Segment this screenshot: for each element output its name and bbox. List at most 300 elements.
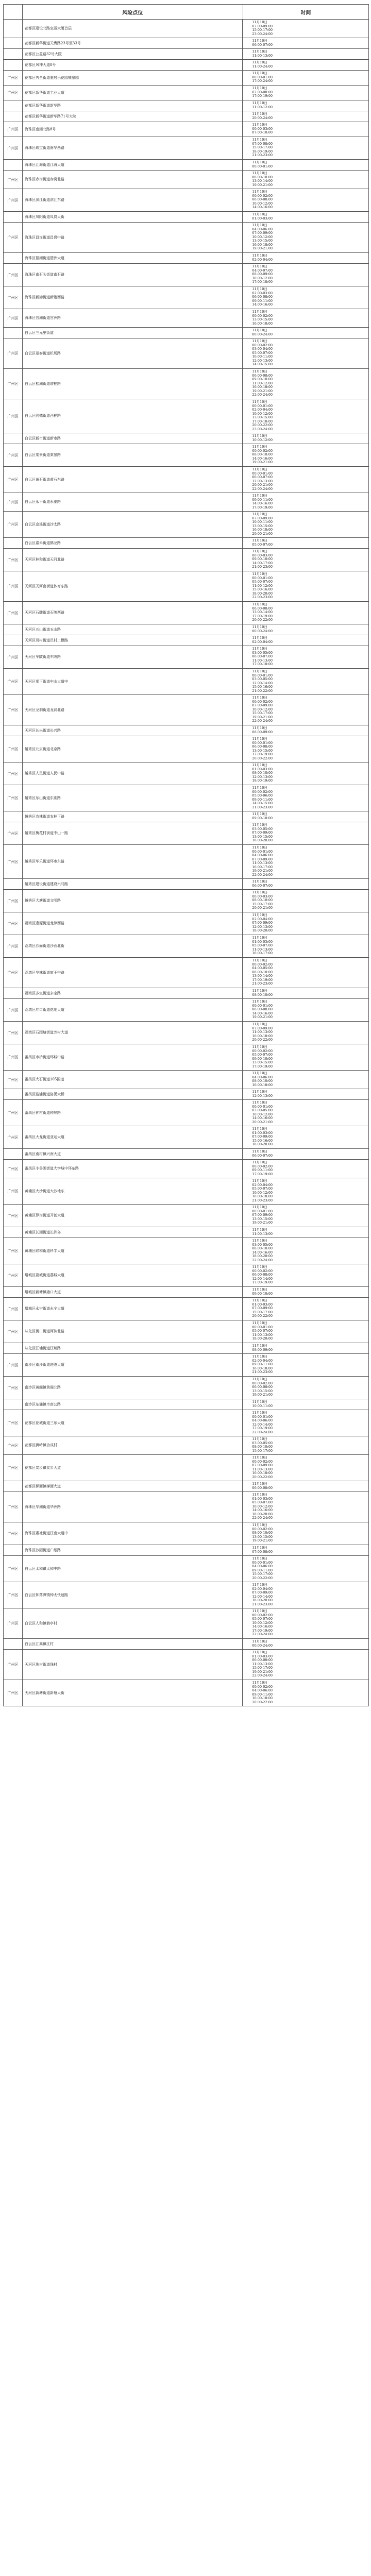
row-time: 11月10日 11:00-13:00 — [252, 1228, 273, 1236]
row-place: 花都区花城街道三东大道 — [23, 1410, 243, 1436]
row-district — [4, 60, 23, 70]
row-place: 番禺区市桥街道环城中路 — [23, 1044, 243, 1070]
row-district: 广州区 — [4, 1650, 23, 1680]
table-row — [4, 725, 368, 736]
row-district: 广州区 — [4, 1160, 23, 1178]
table-row — [4, 71, 368, 86]
row-time: 11月10日 01:00-03:00 08:00-10:00 12:00-13:00 18:00-19:00 — [252, 763, 273, 783]
row-place: 从化区街口街道河滨北路 — [23, 1320, 243, 1343]
row-place: 越秀区北京街道北京路 — [23, 736, 243, 762]
row-district: 广州区 — [4, 1410, 23, 1436]
row-place: 番禺区大龙街道亚运大道 — [23, 1126, 243, 1148]
row-place: 白云区同德街道西槎路 — [23, 399, 243, 433]
table-row — [4, 549, 368, 571]
row-place: 天河区天河南街道体育东路 — [23, 571, 243, 601]
table-row — [4, 38, 368, 49]
row-district — [4, 1227, 23, 1238]
row-place: 白云区人和镇鹤亭村 — [23, 1608, 243, 1638]
table-row — [4, 111, 368, 122]
table-row — [4, 736, 368, 762]
row-district: 广州区 — [4, 602, 23, 624]
row-time: 11月10日 00:00-02:00 13:00-15:00 16:00-18:00 — [252, 310, 273, 326]
row-time: 11月10日 12:00-13:00 — [252, 1090, 273, 1098]
row-time: 11月10日 07:00-08:00 — [252, 1546, 273, 1554]
row-district: 广州区 — [4, 1608, 23, 1638]
row-place: 海珠区新港街道新港西路 — [23, 286, 243, 309]
row-district: 广州区 — [4, 935, 23, 957]
row-district: 广州区 — [4, 1354, 23, 1376]
row-district — [4, 1481, 23, 1492]
row-place: 荔湾区石围塘街道芳村大道 — [23, 1022, 243, 1044]
row-district — [4, 38, 23, 48]
row-place: 花都区新华街道新华路71号大院 — [23, 111, 243, 122]
table-row — [4, 602, 368, 624]
row-district: 广州区 — [4, 71, 23, 85]
table-row — [4, 369, 368, 399]
row-place: 白云区江高镇江村 — [23, 1639, 243, 1649]
row-time: 11月10日 08:00-09:00 — [252, 726, 273, 734]
row-place: 越秀区华乐街道环市东路 — [23, 845, 243, 878]
row-district — [4, 111, 23, 122]
table-row — [4, 1481, 368, 1492]
row-district: 广州区 — [4, 1205, 23, 1227]
row-place: 荔湾区逢源街道龙津西路 — [23, 912, 243, 935]
row-time: 11月10日 00:00-02:00 08:00-10:00 13:00-15:00 19:00-21:00 — [252, 1523, 273, 1543]
row-time: 11月10日 00:00-24:00 — [252, 328, 273, 336]
table-row — [4, 1287, 368, 1298]
row-place: 番禺区钟村街道钟屏路 — [23, 1100, 243, 1126]
table-row — [4, 223, 368, 253]
table-row — [4, 1238, 368, 1264]
row-district: 广州区 — [4, 958, 23, 988]
row-district: 广州区 — [4, 646, 23, 668]
row-place: 从化区江埔街道江埔路 — [23, 1343, 243, 1353]
row-district — [4, 879, 23, 889]
row-time: 11月10日 08:00-10:00 — [252, 989, 273, 997]
row-place: 天河区棠下街道中山大道中 — [23, 669, 243, 694]
row-district: 广州区 — [4, 1264, 23, 1286]
row-place: 越秀区东山街道东湖路 — [23, 785, 243, 811]
table-row — [4, 1264, 368, 1287]
row-time: 11月10日 00:00-01:00 17:00-24:00 — [252, 71, 273, 83]
table-row — [4, 137, 368, 160]
row-place: 海珠区凤阳街道凤岗大街 — [23, 212, 243, 222]
row-place: 荔湾区沙面街道沙面北街 — [23, 935, 243, 957]
row-district: 广州区 — [4, 571, 23, 601]
row-district: 广州区 — [4, 1022, 23, 1044]
row-time: 11月10日 02:00-04:00 — [252, 636, 273, 644]
row-time: 11月10日 00:00-02:00 06:00-08:00 10:00-12:00 14:00-16:00 — [252, 190, 273, 209]
row-place: 增城区永宁街道永宁大道 — [23, 1298, 243, 1320]
row-time: 11月10日 06:00-07:00 — [252, 879, 273, 888]
row-district: 广州区 — [4, 1126, 23, 1148]
row-place: 白云区太和镇太和中路 — [23, 1556, 243, 1582]
row-time: 11月10日 00:00-02:00 09:00-11:00 17:00-19:00 — [252, 1160, 273, 1176]
row-place: 白云区三元里街道 — [23, 328, 243, 338]
row-district — [4, 538, 23, 548]
row-place: 海珠区瑞宝街道南华西路 — [23, 137, 243, 159]
row-time: 11月10日 11:00-24:00 — [252, 60, 273, 69]
row-district: 广州区 — [4, 890, 23, 912]
table-row — [4, 646, 368, 669]
row-district: 广州区 — [4, 1582, 23, 1608]
table-row — [4, 399, 368, 433]
table-row — [4, 822, 368, 845]
row-time: 11月10日 07:00-09:00 10:00-11:00 13:00-15:00 16:00-18:00 20:00-21:00 — [252, 512, 273, 536]
row-time: 11月10日 10:00-11:00 — [252, 1400, 273, 1408]
row-time: 11月10日 00:00-02:00 06:00-08:00 13:00-15:00 19:00-21:00 — [252, 1377, 273, 1397]
row-district: 广州区 — [4, 467, 23, 493]
table-row — [4, 467, 368, 493]
row-place: 海珠区南石头街道南石路 — [23, 264, 243, 286]
row-district: 广州区 — [4, 736, 23, 762]
table-row — [4, 1022, 368, 1044]
row-time: 11月10日 08:00-10:00 13:00-14:00 19:00-21:00 — [252, 171, 273, 187]
table-row — [4, 785, 368, 811]
row-district — [4, 253, 23, 263]
table-row — [4, 695, 368, 725]
row-place: 海珠区沙园街道广纸路 — [23, 1545, 243, 1555]
row-place: 海珠区素社街道江南大道中 — [23, 1522, 243, 1545]
row-district — [4, 1287, 23, 1297]
row-time: 11月10日 06:00-07:00 — [252, 1149, 273, 1158]
row-district: 广州区 — [4, 1436, 23, 1454]
row-place: 荔湾区冲口街道花地大道 — [23, 999, 243, 1021]
table-row — [4, 264, 368, 286]
header-district — [4, 5, 23, 19]
row-time: 11月10日 07:00-08:00 17:00-19:00 — [252, 86, 273, 98]
row-district — [4, 328, 23, 338]
row-district — [4, 212, 23, 222]
row-time: 11月10日 00:00-01:00 05:00-07:00 11:00-13:00 18:00-20:00 — [252, 1321, 273, 1341]
table-row — [4, 1298, 368, 1320]
row-time: 11月10日 09:00-11:00 14:00-16:00 17:00-19:00 — [252, 494, 273, 510]
row-place: 天河区长兴街道长兴路 — [23, 725, 243, 736]
row-place: 天河区林和街道天河北路 — [23, 549, 243, 571]
row-place: 天河区新塘街道新塘大街 — [23, 1680, 243, 1706]
table-row — [4, 999, 368, 1022]
row-time: 11月10日 00:00-24:00 — [252, 625, 273, 633]
row-time: 11月10日 04:00-06:00 08:00-10:00 16:00-18:00 — [252, 1071, 273, 1087]
row-district — [4, 811, 23, 822]
table-row — [4, 1160, 368, 1178]
row-time: 11月10日 02:00-03:00 06:00-08:00 09:00-11:00 14:00-16:00 — [252, 287, 273, 307]
row-place: 番禺区大石街道105国道 — [23, 1071, 243, 1089]
row-place: 花都区梯面镇梯面大道 — [23, 1481, 243, 1492]
row-time: 11月10日 00:00-01:00 02:00-04:00 10:00-12:00 13:00-15:00 17:00-18:00 20:00-22:00 23:00-24:00 — [252, 400, 273, 431]
row-time: 11月10日 09:00-10:00 — [252, 812, 273, 820]
row-place: 天河区五山街道五山路 — [23, 624, 243, 635]
table-row — [4, 1522, 368, 1545]
row-district: 广州区 — [4, 189, 23, 211]
row-place: 海珠区官洲街道官洲路 — [23, 309, 243, 327]
row-time: 11月10日 00:00-03:00 08:00-10:00 15:00-17:00 20:00-21:00 — [252, 890, 273, 910]
table-row — [4, 309, 368, 328]
row-district: 广州区 — [4, 264, 23, 286]
table-row — [4, 1399, 368, 1410]
risk-area-table — [3, 4, 369, 1706]
table-row — [4, 1071, 368, 1089]
table-row — [4, 1100, 368, 1126]
row-time: 11月10日 01:00-03:00 — [252, 212, 273, 221]
row-place: 海珠区昌岗街道昌岗中路 — [23, 223, 243, 252]
row-time: 11月10日 03:00-05:00 06:00-07:00 11:00-13:00 17:00-18:00 — [252, 647, 273, 666]
row-district: 广州区 — [4, 762, 23, 785]
row-district: 广州区 — [4, 822, 23, 844]
row-district — [4, 49, 23, 59]
table-row — [4, 1680, 368, 1706]
row-time: 11月10日 00:00-02:00 08:00-10:00 14:00-16:00 19:00-21:00 — [252, 445, 273, 464]
table-row — [4, 958, 368, 988]
row-district: 广州区 — [4, 86, 23, 100]
row-time: 11月10日 00:00-01:00 06:00-08:00 14:00-16:00 19:00-21:00 — [252, 999, 273, 1019]
table-row — [4, 512, 368, 538]
row-district — [4, 160, 23, 170]
row-time: 11月10日 01:00-03:00 07:00-09:00 15:00-17:00 20:00-22:00 — [252, 1298, 273, 1318]
row-district: 广州区 — [4, 1320, 23, 1343]
row-district: 广州区 — [4, 338, 23, 368]
table-row — [4, 912, 368, 935]
row-district — [4, 1089, 23, 1099]
table-row — [4, 1343, 368, 1354]
row-place: 海珠区滨江街道滨江东路 — [23, 189, 243, 211]
row-place: 白云区松洲街道增槎路 — [23, 369, 243, 399]
row-place: 增城区荔城街道荔城大道 — [23, 1264, 243, 1286]
table-row — [4, 49, 368, 60]
row-place: 花都区新华街道工业大道 — [23, 86, 243, 100]
row-district: 广州区 — [4, 286, 23, 309]
table-row — [4, 60, 368, 71]
row-time: 11月10日 00:00-01:00 05:00-07:00 11:00-12:00 15:00-16:00 18:00-20:00 22:00-23:00 — [252, 572, 273, 599]
table-row — [4, 988, 368, 999]
table-row — [4, 253, 368, 264]
table-row — [4, 1320, 368, 1343]
table-row — [4, 1436, 368, 1455]
table-row — [4, 762, 368, 785]
table-row — [4, 493, 368, 512]
table-row — [4, 86, 368, 100]
table-row — [4, 1556, 368, 1582]
row-time: 11月10日 01:00-03:00 06:00-08:00 11:00-13:00 15:00-17:00 19:00-21:00 22:00-24:00 — [252, 1650, 273, 1677]
row-place: 海珠区华洲街道华洲路 — [23, 1492, 243, 1522]
row-district: 广州区 — [4, 512, 23, 537]
row-district: 广州区 — [4, 171, 23, 189]
row-district — [4, 1343, 23, 1353]
row-place: 天河区珠吉街道珠村 — [23, 1650, 243, 1680]
row-time: 11月10日 11:00-13:00 — [252, 49, 273, 58]
table-row — [4, 624, 368, 635]
row-place: 白云区景泰街道机场路 — [23, 338, 243, 368]
row-place: 增城区新塘镇港口大道 — [23, 1287, 243, 1297]
row-place: 黄埔区长洲街道长洲岛 — [23, 1227, 243, 1238]
row-time: 11月10日 06:00-07:00 — [252, 39, 273, 47]
row-district — [4, 1149, 23, 1159]
row-district: 广州区 — [4, 1044, 23, 1070]
row-district: 广州区 — [4, 1522, 23, 1545]
row-district — [4, 1545, 23, 1555]
row-time: 11月10日 02:00-04:00 07:00-09:00 12:00-14:00 18:00-20:00 21:00-23:00 — [252, 1583, 273, 1606]
row-district: 广州区 — [4, 1455, 23, 1481]
table-row — [4, 1608, 368, 1639]
row-place: 天河区员村街道员村二横路 — [23, 635, 243, 646]
row-place: 花都区公益路32号大院 — [23, 49, 243, 59]
table-row — [4, 171, 368, 189]
row-district: 广州区 — [4, 1492, 23, 1522]
row-time: 11月10日 20:00-24:00 — [252, 112, 273, 120]
row-district — [4, 100, 23, 111]
row-district: 广州区 — [4, 1100, 23, 1126]
row-time: 11月10日 00:00-01:00 04:00-06:00 12:00-14:00 17:00-19:00 22:00-24:00 — [252, 1411, 273, 1434]
header-place: 风险点位 — [23, 5, 243, 19]
row-time: 11月10日 03:00-05:00 08:00-10:00 15:00-17:00 — [252, 1437, 273, 1453]
table-row — [4, 338, 368, 369]
row-time: 11月10日 00:00-02:00 05:00-07:00 10:00-12:00 14:00-16:00 17:00-19:00 22:00-24:00 — [252, 1609, 273, 1636]
row-district: 广州区 — [4, 122, 23, 137]
row-district: 广州区 — [4, 845, 23, 878]
row-place: 越秀区人民街道人民中路 — [23, 762, 243, 785]
row-place: 越秀区农林街道农林下路 — [23, 811, 243, 822]
table-body — [4, 20, 368, 1706]
row-time: 11月10日 00:00-02:00 04:00-05:00 08:00-10:00 13:00-14:00 17:00-19:00 21:00-23:00 — [252, 958, 273, 986]
row-place: 番禺区小谷围街道大学城中环东路 — [23, 1160, 243, 1178]
row-time: 11月10日 04:00-07:00 08:00-09:00 10:00-12:00 17:00-18:00 — [252, 264, 273, 284]
table-row — [4, 160, 368, 171]
table-row — [4, 669, 368, 695]
row-place: 荔湾区多宝街道多宝路 — [23, 988, 243, 998]
row-place: 黄埔区联和街道科学大道 — [23, 1238, 243, 1264]
row-time: 11月10日 00:00-01:00 03:00-05:00 12:00-14:00 15:00-16:00 21:00-22:00 — [252, 669, 273, 693]
table-row — [4, 328, 368, 338]
row-time: 11月10日 01:00-03:00 05:00-07:00 11:00-13:00 16:00-17:00 — [252, 936, 273, 955]
row-time: 11月10日 07:00-08:00 15:00-17:00 18:00-19:00 21:00-23:00 — [252, 138, 273, 157]
row-district: 广州区 — [4, 493, 23, 511]
row-district: 广州区 — [4, 1377, 23, 1399]
row-time: 11月10日 00:00-01:00 06:00-08:00 13:00-15:00 17:00-19:00 20:00-22:00 — [252, 737, 273, 760]
row-place: 白云区钟落潭镇钟太快速路 — [23, 1582, 243, 1608]
row-time: 11月10日 08:00-09:00 — [252, 1344, 273, 1352]
row-time: 11月10日 00:00-01:00 06:00-07:00 12:00-13:00 20:00-21:00 22:00-24:00 — [252, 467, 273, 491]
row-time: 11月10日 00:00-02:00 07:00-09:00 11:00-13:00 16:00-18:00 20:00-22:00 — [252, 1455, 273, 1479]
row-time: 11月10日 07:00-09:00 11:00-13:00 16:00-18:00 20:00-22:00 — [252, 1022, 273, 1042]
row-place: 白云区黄石街道黄石东路 — [23, 467, 243, 493]
row-time: 11月10日 03:00-05:00 07:00-09:00 13:00-15:00 18:00-20:00 — [252, 823, 273, 842]
table-row — [4, 1089, 368, 1100]
row-time: 11月10日 00:00-01:00 04:00-06:00 07:00-09:00 11:00-13:00 16:00-17:00 19:00-21:00 22:00-24:00 — [252, 845, 273, 877]
row-time: 11月10日 03:00-05:00 08:00-10:00 14:00-16:00 18:00-20:00 22:00-24:00 — [252, 1239, 273, 1262]
row-district: 广州区 — [4, 912, 23, 935]
row-district — [4, 725, 23, 736]
row-time: 11月10日 10:00-12:00 — [252, 434, 273, 442]
row-district: 广州区 — [4, 309, 23, 327]
table-row — [4, 1410, 368, 1436]
row-time: 11月10日 00:00-02:00 06:00-08:00 12:00-14:00 17:00-19:00 — [252, 1265, 273, 1284]
row-place: 白云区嘉禾街道鹤龙路 — [23, 538, 243, 548]
row-place: 白云区新市街道新市路 — [23, 433, 243, 444]
row-time: 11月10日 00:00-01:00 03:00-05:00 10:00-12:00 14:00-16:00 20:00-21:00 — [252, 1100, 273, 1124]
row-time: 11月10日 00:00-01:00 04:00-06:00 09:00-11:00 15:00-17:00 20:00-22:00 — [252, 1556, 273, 1580]
row-place: 南沙区南沙街道进港大道 — [23, 1354, 243, 1376]
table-row — [4, 635, 368, 646]
row-time: 11月10日 04:00-06:00 07:00-09:00 10:00-12:00 13:00-15:00 16:00-18:00 19:00-21:00 — [252, 223, 273, 250]
row-time: 11月10日 01:00-03:00 05:00-07:00 10:00-12:00 14:00-16:00 18:00-20:00 22:00-24:00 — [252, 1493, 273, 1520]
row-place: 天河区龙洞街道龙洞北路 — [23, 695, 243, 725]
row-place: 海珠区南洲北路8号 — [23, 122, 243, 137]
row-district: 广州区 — [4, 223, 23, 252]
row-district: 广州区 — [4, 1298, 23, 1320]
row-place: 越秀区大塘街道文明路 — [23, 890, 243, 912]
row-time: 11月10日 07:00-09:00 15:00-17:00 23:00-24:00 — [252, 20, 273, 36]
row-place: 番禺区南村镇兴南大道 — [23, 1149, 243, 1159]
table-row — [4, 433, 368, 444]
row-place: 南沙区东涌镇市南公路 — [23, 1399, 243, 1410]
table-row — [4, 1205, 368, 1227]
table-row — [4, 935, 368, 958]
table-row — [4, 444, 368, 467]
header-time: 时间 — [300, 10, 311, 16]
row-place: 越秀区建设街道建设六马路 — [23, 879, 243, 889]
row-place: 花都区风神大道8号 — [23, 60, 243, 70]
row-district: 广州区 — [4, 999, 23, 1021]
row-place: 白云区京溪街道沙太路 — [23, 512, 243, 537]
table-row — [4, 845, 368, 879]
row-time: 11月10日 00:00-03:00 09:00-10:00 14:00-17:00 21:00-23:00 — [252, 549, 273, 569]
table-row — [4, 811, 368, 822]
table-row — [4, 1354, 368, 1377]
table-header — [4, 5, 368, 20]
row-place: 荔湾区华林街道康王中路 — [23, 958, 243, 988]
row-district — [4, 433, 23, 444]
row-place: 番禺区洛浦街道洛溪大桥 — [23, 1089, 243, 1099]
row-district: 广州区 — [4, 1680, 23, 1706]
row-district — [4, 624, 23, 635]
row-place: 海珠区赤岗街道赤岗北路 — [23, 171, 243, 189]
row-time: 11月10日 09:00-10:00 — [252, 1287, 273, 1296]
table-row — [4, 538, 368, 549]
row-time: 11月10日 02:00-04:00 05:00-07:00 10:00-12:00 16:00-18:00 21:00-23:00 — [252, 1179, 273, 1202]
row-district — [4, 988, 23, 998]
table-row — [4, 212, 368, 223]
row-district: 广州区 — [4, 1178, 23, 1204]
row-place: 花都区秀全街道雅居乐花园雍景园 — [23, 71, 243, 85]
table-row — [4, 100, 368, 111]
row-district: 广州区 — [4, 1556, 23, 1582]
row-place: 白云区棠景街道棠景路 — [23, 444, 243, 466]
table-row — [4, 571, 368, 602]
row-time: 11月10日 02:00-04:00 — [252, 253, 273, 262]
row-time: 11月10日 00:00-03:00 07:00-10:00 — [252, 123, 273, 134]
row-district — [4, 1399, 23, 1410]
row-place: 花都区新华街道新华路 — [23, 100, 243, 111]
row-place: 越秀区梅花村街道中山一路 — [23, 822, 243, 844]
row-time: 11月10日 00:00-02:00 03:00-04:00 05:00-07:00 10:00-11:00 12:00-13:00 14:00-15:00 — [252, 339, 273, 366]
table-row — [4, 1178, 368, 1205]
row-place: 花都区建设北路宝丽大厦首层 — [23, 20, 243, 38]
table-row — [4, 1044, 368, 1071]
row-place: 黄埔区大沙街道大沙地东 — [23, 1178, 243, 1204]
table-row — [4, 122, 368, 137]
table-row — [4, 890, 368, 912]
table-row — [4, 1582, 368, 1608]
row-time: 11月10日 02:00-04:00 07:00-09:00 12:00-13:00 18:00-20:00 — [252, 913, 273, 933]
row-place: 南沙区黄阁镇黄阁北路 — [23, 1377, 243, 1399]
table-row — [4, 879, 368, 890]
row-district: 广州区 — [4, 399, 23, 433]
table-row — [4, 1126, 368, 1149]
row-district — [4, 635, 23, 646]
row-district: 广州区 — [4, 369, 23, 399]
table-row — [4, 1650, 368, 1680]
row-time: 11月10日 11:00-12:00 — [252, 101, 273, 109]
